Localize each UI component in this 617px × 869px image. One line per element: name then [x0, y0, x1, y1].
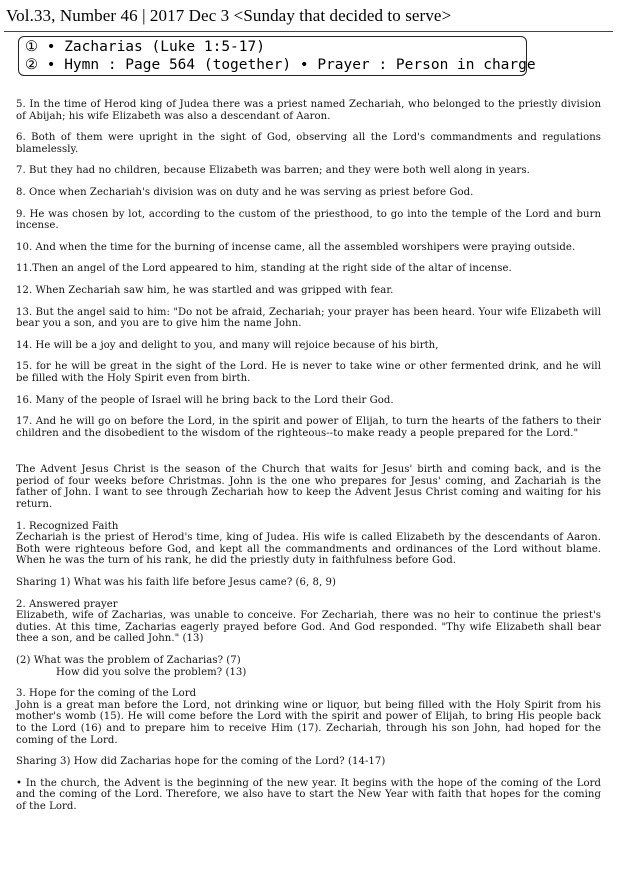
service-order-line-2: ② • Hymn : Page 564 (together) • Prayer : Person in charge: [25, 56, 536, 73]
scripture-verse-13: 13. But the angel said to him: "Do not be afraid, Zechariah; your prayer has been heard. Your wife Elizabeth will bear you a son, and you are to give him the name John.: [16, 306, 601, 330]
title-divider: [4, 31, 613, 32]
scripture-verse-8: 8. Once when Zechariah's division was on duty and he was serving as priest before God.: [16, 186, 474, 198]
scripture-verse-6: 6. Both of them were upright in the sight of God, observing all the Lord's commandments and regulations blamelessly.: [16, 132, 601, 155]
section-3-body: John is a great man before the Lord, not drinking wine or liquor, but being filled with the Holy Spirit from his mother's womb (15). He will come before the Lord with the spirit and power of Elijah, to bring His people back to the Lord (16) and to prepare him to receive Him (17). Zechariah, through his son John, had hoped for the coming of the Lord.: [16, 699, 601, 746]
sharing-question-1: Sharing 1) What was his faith life before Jesus came? (6, 8, 9): [16, 577, 336, 589]
sharing-question-2b: How did you solve the problem? (13): [56, 666, 247, 678]
scripture-verse-17: 17. And he will go on before the Lord, in the spirit and power of Elijah, to turn the hearts of the fathers to their children and the disobedient to the wisdom of the righteous--to make ready a people prepared for the Lord.": [16, 416, 601, 439]
section-2-heading: 2. Answered prayer: [16, 598, 118, 610]
scripture-verse-12: 12. When Zechariah saw him, he was startled and was gripped with fear.: [16, 284, 394, 296]
bulletin-title: Vol.33, Number 46 | 2017 Dec 3 <Sunday that decided to serve>: [6, 6, 452, 25]
scripture-verse-7: 7. But they had no children, because Elizabeth was barren; and they were both well along in years.: [16, 165, 530, 177]
scripture-verse-10: 10. And when the time for the burning of incense came, all the assembled worshipers were praying outside.: [16, 241, 576, 253]
service-order-box: [18, 36, 536, 76]
section-1-heading: 1. Recognized Faith: [16, 520, 119, 532]
scripture-verse-16: 16. Many of the people of Israel will he bring back to the Lord their God.: [16, 394, 394, 406]
sharing-question-3: Sharing 3) How did Zacharias hope for the coming of the Lord? (14-17): [16, 756, 386, 768]
section-2-body: Elizabeth, wife of Zacharias, was unable to conceive. For Zechariah, there was no heir to continue the priest's duties. At this time, Zacharias eagerly prayed before God. And God responded. "Thy wife Elizabeth shall bear thee a son, and be called John." (13): [16, 610, 601, 645]
bulletin-content: [16, 99, 601, 813]
sharing-question-2a: (2) What was the problem of Zacharias? (7): [16, 655, 241, 666]
sermon-intro: The Advent Jesus Christ is the season of the Church that waits for Jesus' birth and coming back, and is the period of four weeks before Christmas. John is the one who prepares for Jesus' coming, and Zachariah is the father of John. I want to see through Zechariah how to keep the Advent Jesus Christ coming and waiting for his return.: [16, 464, 601, 511]
section-3-heading: 3. Hope for the coming of the Lord: [16, 688, 197, 700]
scripture-verse-11: 11.Then an angel of the Lord appeared to him, standing at the right side of the altar of incense.: [16, 263, 512, 275]
scripture-verse-9: 9. He was chosen by lot, according to the custom of the priesthood, to go into the temple of the Lord and burn incense.: [16, 208, 601, 232]
scripture-verse-14: 14. He will be a joy and delight to you, and many will rejoice because of his birth,: [16, 339, 439, 351]
service-order-line-1: ① • Zacharias (Luke 1:5-17): [25, 39, 265, 55]
scripture-verse-15: 15. for he will be great in the sight of the Lord. He is never to take wine or other fermented drink, and he will be filled with the Holy Spirit even from birth.: [16, 361, 601, 384]
section-1-body: Zechariah is the priest of Herod's time, king of Judea. His wife is called Elizabeth by the descendants of Aaron. Both were righteous before God, and kept all the commandments and ordinances of the Lord without blame. When he was the turn of his rank, he did the priestly duty in faithfulness before God.: [16, 532, 601, 567]
scripture-verse-5: 5. In the time of Herod king of Judea there was a priest named Zechariah, who belonged to the priestly division of Abijah; his wife Elizabeth was also a descendant of Aaron.: [16, 99, 601, 122]
closing-note: • In the church, the Advent is the beginning of the new year. It begins with the hope of the coming of the Lord and the coming of the Lord. Therefore, we also have to start the New Year with faith that hopes for the coming of the Lord.: [16, 777, 601, 812]
